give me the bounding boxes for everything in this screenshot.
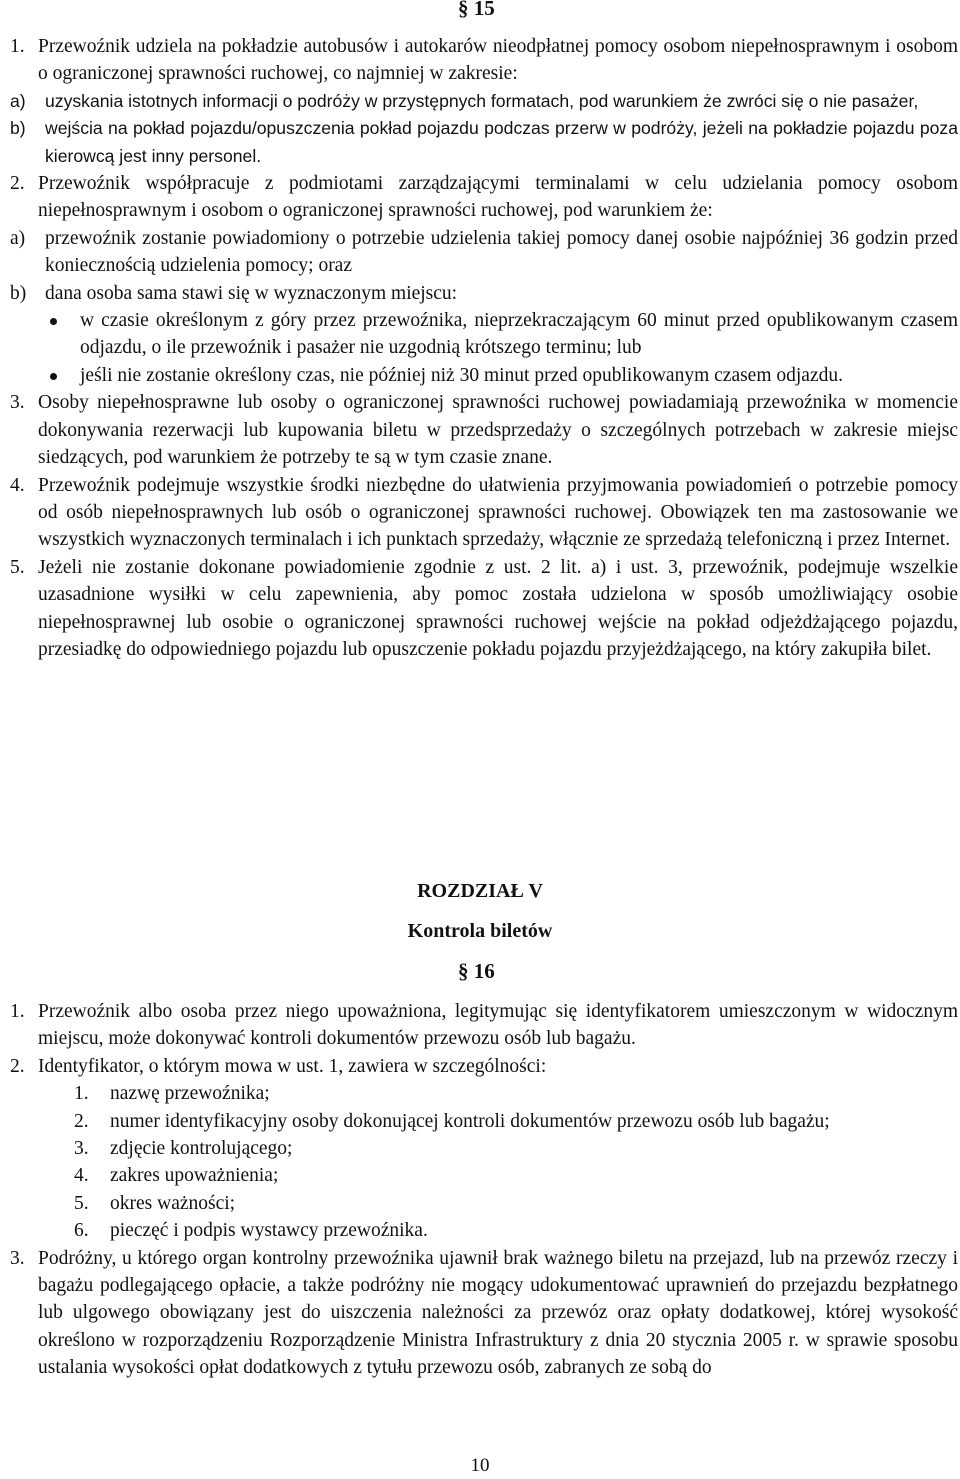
bullet-item [10,362,958,389]
paragraph-number: 4. [10,474,25,496]
subpoint-15-1-a [10,88,958,115]
paragraph-number: 2. [10,1055,25,1077]
paragraph-number: 3. [10,1247,25,1269]
list-item [10,1135,958,1162]
subpoint-letter: b) [10,282,27,304]
paragraph-number: 1. [10,1001,25,1022]
subpoint-text: wejścia na pokład pojazdu/opuszczenia pokład pojazdu podczas przerw w podróży, jeżeli na pokładzie pojazdu poza kierowcą jest inny personel. [45,118,958,166]
paragraph-text: Identyfikator, o którym mowa w ust. 1, zawiera w szczególności: [38,1055,547,1077]
paragraph-text: Przewoźnik albo osoba przez niego upoważniona, legitymując się identyfikatorem umieszczonym w widocznym miejscu, może dokonywać kontroli dokumentów przewozu osób lub bagażu. [38,1001,958,1050]
list-text: pieczęć i podpis wystawcy przewoźnika. [110,1220,428,1242]
paragraph-15-2 [10,170,958,225]
list-text: okres ważności; [110,1192,236,1214]
list-text: zdjęcie kontrolującego; [110,1138,293,1160]
bullet-icon [50,318,57,325]
paragraph-text: Osoby niepełnosprawne lub osoby o ograniczonej sprawności ruchowej powiadamiają przewoźnika w momencie dokonywania rezerwacji lub kupowania biletu w przedsprzedaży o szczególnych potrzebach w zakresie miejsc siedzących, pod warunkiem że potrzeby te są w tym czasie znane. [38,392,958,469]
bullet-text: w czasie określonym z góry przez przewoźnika, nieprzekraczającym 60 minut przed opublikowanym czasem odjazdu, o ile przewoźnik i pasażer nie uzgodnią krótszego terminu; lub [80,310,958,359]
list-text: numer identyfikacyjny osoby dokonującej kontroli dokumentów przewozu osób lub bagażu; [110,1110,830,1132]
list-number: 3. [74,1138,89,1160]
subpoint-text: uzyskania istotnych informacji o podróży w przystępnych formatach, pod warunkiem że zwróci się o nie pasażer, [45,90,919,111]
list-number: 4. [74,1165,89,1187]
list-number: 5. [74,1192,89,1214]
section-16-body [10,998,958,1382]
paragraph-text: Przewoźnik podejmuje wszystkie środki niezbędne do ułatwienia przyjmowania powiadomień o potrzebie pomocy od osób niepełnosprawnych lub osób o ograniczonej sprawności ruchowej. Obowiązek ten ma zastosowanie we wszystkich wyznaczonych terminalach i ich punktach sprzedaży, włącznie ze sprzedażą telefoniczną i przez Internet. [38,474,958,551]
page-number: 10 [470,1455,490,1476]
paragraph-16-1 [10,998,958,1053]
section-15-heading: § 15 [458,0,495,20]
paragraph-text: Jeżeli nie zostanie dokonane powiadomienie zgodnie z ust. 2 lit. a) i ust. 3, przewoźnik, podejmuje wszelkie uzasadnione wysiłki w celu zapewnienia, aby pomoc została udzielona w sposób umożliwiający osobie niepełnosprawnej lub osobie o ograniczonej sprawności ruchowej wejście na pokład odjeżdżającego pojazdu, przesiadkę do odpowiedniego pojazdu lub opuszczenie pokładu pojazdu przyjeżdżającego, na który zakupiła bilet. [38,556,958,660]
paragraph-number: 2. [10,173,25,195]
paragraph-16-2 [10,1053,958,1080]
section-15-body [10,33,958,663]
paragraph-number: 5. [10,556,25,578]
subpoint-letter: b) [10,118,26,139]
list-text: zakres upoważnienia; [110,1165,279,1187]
list-item [10,1108,958,1135]
paragraph-number: 1. [10,36,25,57]
list-number: 1. [74,1083,89,1105]
list-number: 2. [74,1110,89,1132]
chapter-heading: ROZDZIAŁ V [417,880,543,902]
section-16-heading: § 16 [458,959,495,983]
list-text: nazwę przewoźnika; [110,1083,270,1105]
list-item [10,1080,958,1107]
subpoint-15-2-b [10,280,958,307]
bullet-icon [50,373,57,380]
paragraph-15-5 [10,554,958,664]
bullet-text: jeśli nie zostanie określony czas, nie później niż 30 minut przed opublikowanym czasem odjazdu. [80,364,843,386]
subpoint-letter: a) [10,227,26,249]
paragraph-number: 3. [10,392,25,414]
subpoint-text: przewoźnik zostanie powiadomiony o potrzebie udzielenia takiej pomocy danej osobie najpóźniej 36 godzin przed koniecznością udzielenia pomocy; oraz [45,227,958,277]
paragraph-text: Przewoźnik udziela na pokładzie autobusów i autokarów nieodpłatnej pomocy osobom niepełnosprawnym i osobom o ograniczonej sprawności ruchowej, co najmniej w zakresie: [38,36,958,85]
subpoint-text: dana osoba sama stawi się w wyznaczonym miejscu: [45,282,458,304]
list-item [10,1190,958,1217]
paragraph-text: Podróżny, u którego organ kontrolny przewoźnika ujawnił brak ważnego biletu na przejazd, lub na przewóz rzeczy i bagażu podlegającego opłacie, a także podróżny nie mogący udokumentować uprawnień do przejazdu bezpłatnego lub ulgowego obowiązany jest do uiszczenia należności za przewóz oraz opłaty dodatkowej, której wysokość określono w rozporządzeniu Rozporządzenie Ministra Infrastruktury z dnia 20 stycznia 2005 r. w sprawie sposobu ustalania wysokości opłat dodatkowych z tytułu przewozu osób, zabranych ze sobą do [38,1247,958,1379]
bullet-item [10,307,958,362]
paragraph-15-4 [10,472,958,554]
subpoint-15-1-b [10,115,958,170]
subpoint-15-2-a [10,225,958,280]
paragraph-text: Przewoźnik współpracuje z podmiotami zarządzającymi terminalami w celu udzielania pomocy osobom niepełnosprawnym i osobom o ograniczonej sprawności ruchowej, pod warunkiem że: [38,173,958,222]
list-item [10,1162,958,1189]
chapter-title: Kontrola biletów [407,920,553,942]
paragraph-15-1 [10,33,958,88]
subpoint-letter: a) [10,90,26,111]
list-item [10,1217,958,1244]
list-number: 6. [74,1220,89,1242]
paragraph-16-3 [10,1245,958,1382]
paragraph-15-3 [10,389,958,471]
